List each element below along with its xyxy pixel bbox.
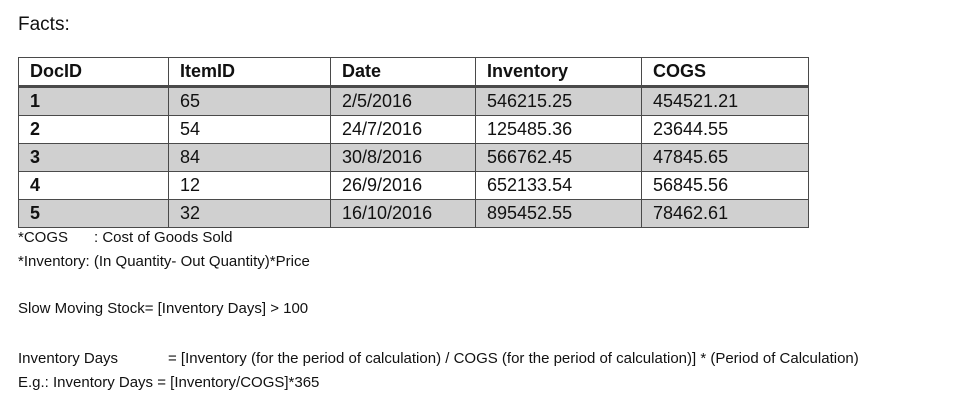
cell-inventory: 546215.25 <box>476 87 642 116</box>
cell-itemid: 32 <box>169 200 331 228</box>
cell-inventory: 652133.54 <box>476 172 642 200</box>
cell-cogs: 78462.61 <box>642 200 809 228</box>
page-heading: Facts: <box>18 14 70 35</box>
cell-inventory: 125485.36 <box>476 116 642 144</box>
cell-itemid: 84 <box>169 144 331 172</box>
note-slow-moving-stock: Slow Moving Stock= [Inventory Days] > 100 <box>18 300 309 317</box>
column-header-date: Date <box>331 58 476 87</box>
cell-date: 2/5/2016 <box>331 87 476 116</box>
note-cogs-definition: : Cost of Goods Sold <box>94 229 233 246</box>
note-inventory-days <box>18 350 859 367</box>
table-header-row <box>19 58 809 87</box>
cell-itemid: 12 <box>169 172 331 200</box>
cell-date: 30/8/2016 <box>331 144 476 172</box>
cell-itemid: 54 <box>169 116 331 144</box>
cell-itemid: 65 <box>169 87 331 116</box>
note-cogs-term: *COGS <box>18 229 69 246</box>
table-row <box>19 87 809 116</box>
cell-inventory: 895452.55 <box>476 200 642 228</box>
column-header-itemid: ItemID <box>169 58 331 87</box>
note-example: E.g.: Inventory Days = [Inventory/COGS]*365 <box>18 374 320 391</box>
cell-date: 16/10/2016 <box>331 200 476 228</box>
cell-docid: 5 <box>19 200 169 228</box>
facts-table <box>18 57 809 228</box>
note-inventory: *Inventory: (In Quantity- Out Quantity)*Price <box>18 253 310 270</box>
note-inventory-days-term: Inventory Days <box>18 350 119 367</box>
cell-docid: 2 <box>19 116 169 144</box>
column-header-cogs: COGS <box>642 58 809 87</box>
table-row <box>19 200 809 228</box>
table-row <box>19 172 809 200</box>
cell-cogs: 23644.55 <box>642 116 809 144</box>
table-row <box>19 144 809 172</box>
note-cogs <box>18 229 232 246</box>
cell-cogs: 56845.56 <box>642 172 809 200</box>
note-inventory-days-formula: = [Inventory (for the period of calculation) / COGS (for the period of calculation)] * (Period of Calculation) <box>168 350 859 367</box>
cell-docid: 4 <box>19 172 169 200</box>
cell-inventory: 566762.45 <box>476 144 642 172</box>
cell-cogs: 454521.21 <box>642 87 809 116</box>
column-header-inventory: Inventory <box>476 58 642 87</box>
cell-cogs: 47845.65 <box>642 144 809 172</box>
cell-date: 26/9/2016 <box>331 172 476 200</box>
table-row <box>19 116 809 144</box>
cell-date: 24/7/2016 <box>331 116 476 144</box>
cell-docid: 3 <box>19 144 169 172</box>
cell-docid: 1 <box>19 87 169 116</box>
column-header-docid: DocID <box>19 58 169 87</box>
